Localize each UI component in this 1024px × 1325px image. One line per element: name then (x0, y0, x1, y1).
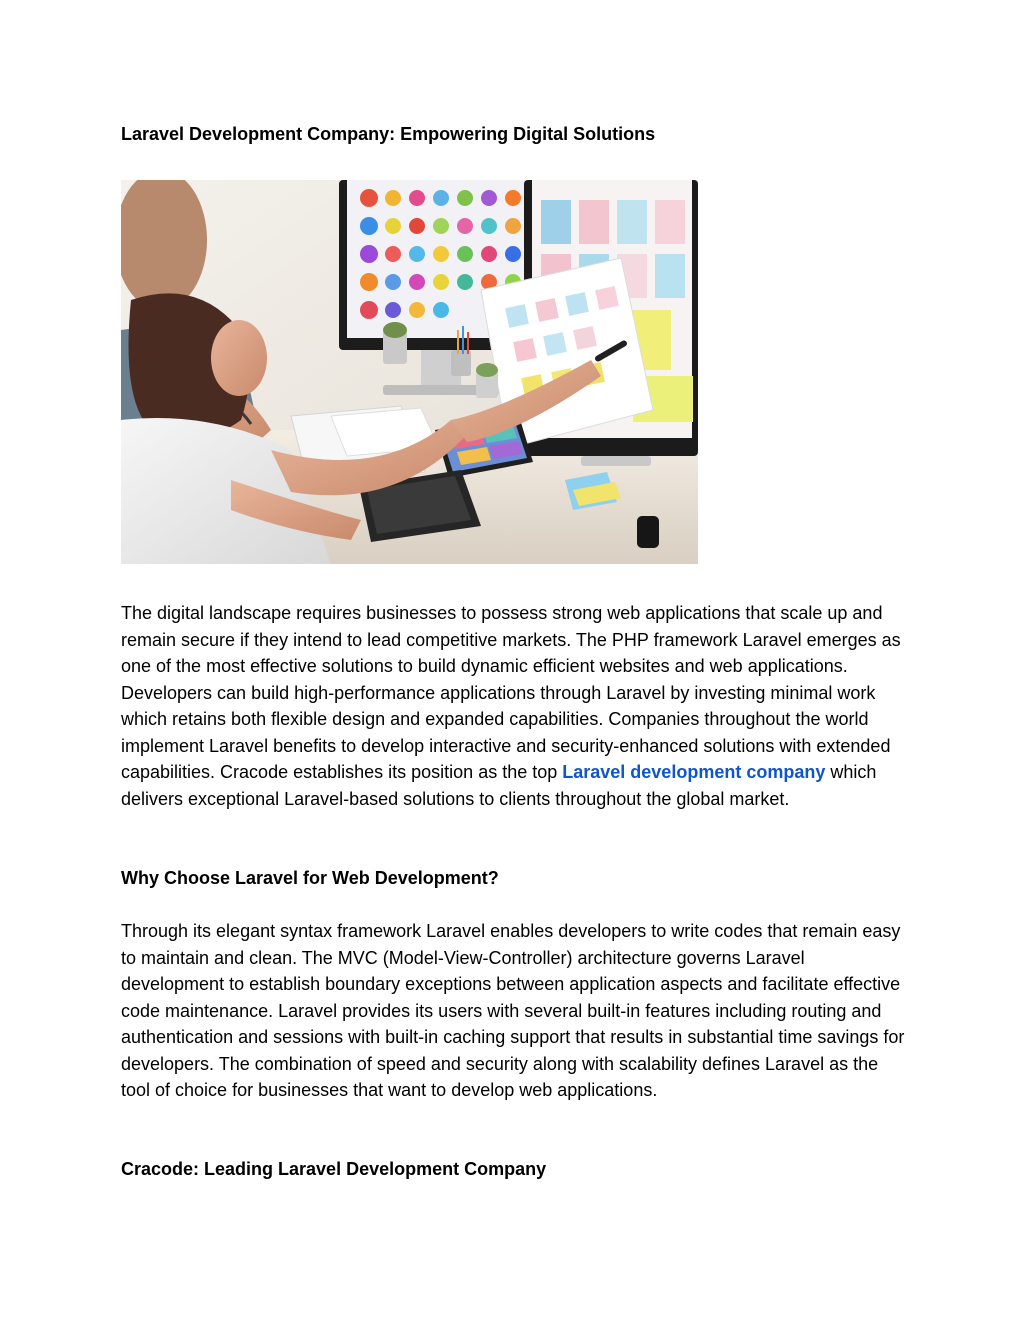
intro-text-before-link: The digital landscape requires businesses to possess strong web applications that scale up and remain secure if they intend to lead competitive markets. The PHP framework Laravel emerges as one of the most effective solutions to build dynamic efficient websites and web applications. Developers can build high-performance applications through Laravel by investing minimal work which retains both flexible design and expanded capabilities. Companies throughout the world implement Laravel benefits to develop interactive and security-enhanced solutions with extended capabilities. Cracode establishes its position as the top (121, 603, 901, 782)
intro-paragraph (121, 600, 911, 812)
intro-text-after-link: which delivers exceptional Laravel-based solutions to clients throughout the global market. (121, 762, 877, 809)
why-laravel-paragraph: Through its elegant syntax framework Laravel enables developers to write codes that remain easy to maintain and clean. The MVC (Model-View-Controller) architecture governs Laravel development to establish boundary exceptions between application aspects and facilitate effective code maintenance. Laravel provides its users with several built-in features including routing and authentication and sessions with built-in caching support that results in substantial time savings for developers. The combination of speed and security along with scalability defines Laravel as the tool of choice for businesses that want to develop web applications. (121, 921, 905, 1100)
cracode-leading-heading: Cracode: Leading Laravel Development Company (121, 1159, 547, 1179)
hero-image-designers-at-monitor (121, 180, 698, 564)
why-choose-laravel-heading: Why Choose Laravel for Web Development? (121, 868, 499, 888)
document-title: Laravel Development Company: Empowering Digital Solutions (121, 124, 656, 144)
laravel-development-company-link[interactable]: Laravel development company (562, 762, 826, 782)
